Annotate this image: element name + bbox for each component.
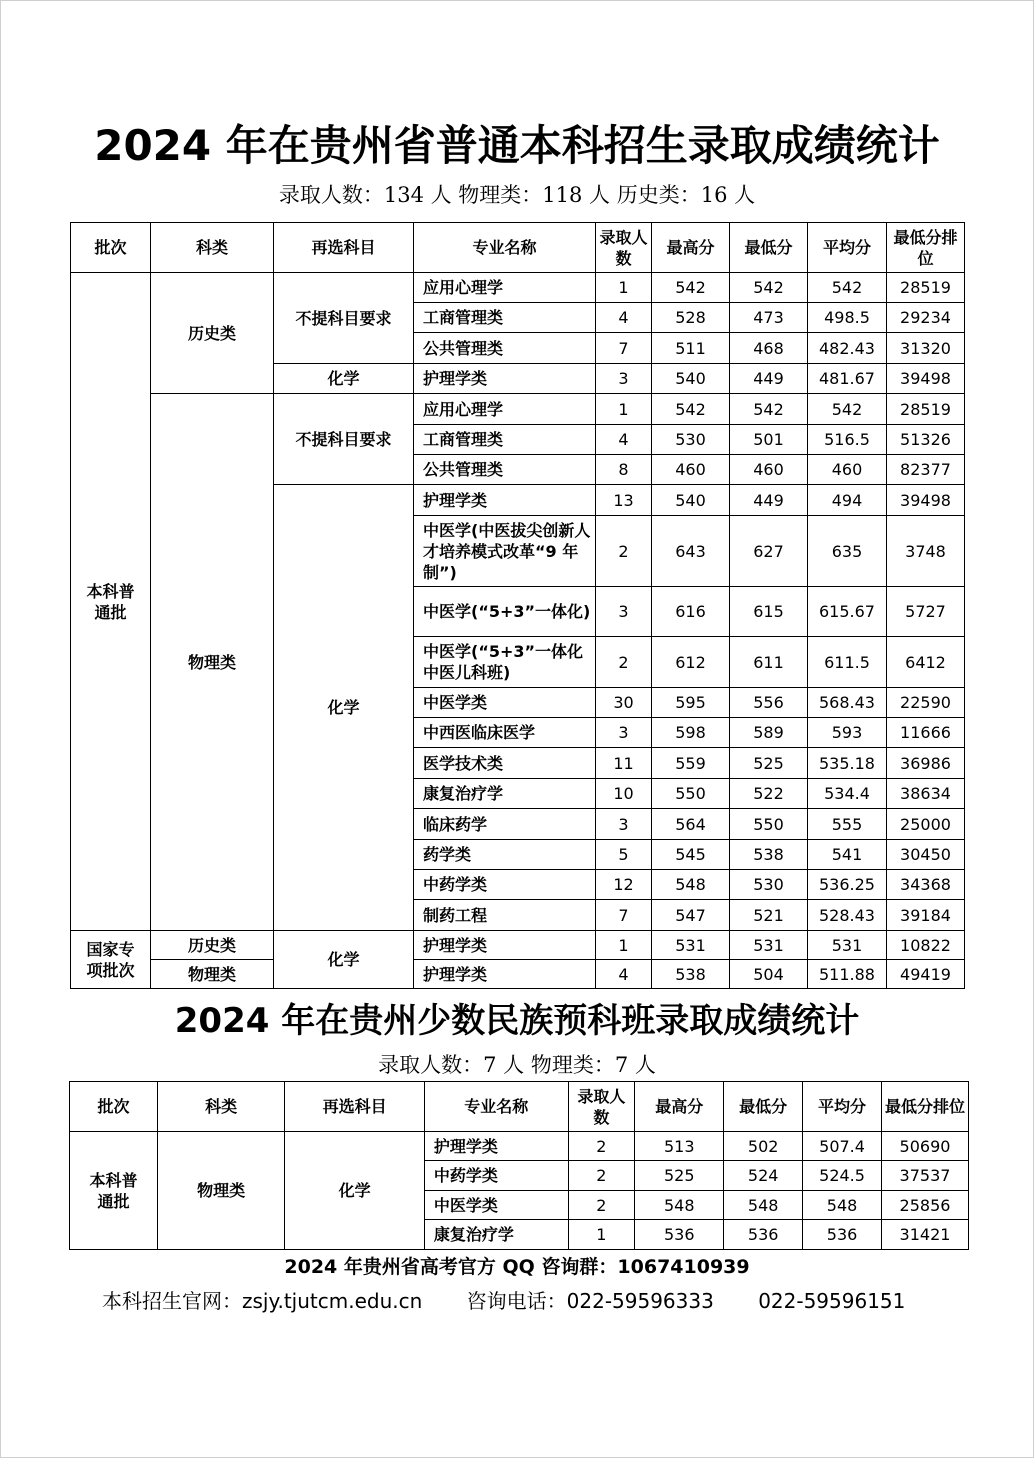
max-cell: 530 <box>652 425 730 455</box>
qq-group-line: 2024 年贵州省高考官方 QQ 咨询群：1067410939 <box>284 1256 750 1278</box>
header-count: 录取人数 <box>568 1082 635 1132</box>
min-cell: 468 <box>730 333 808 364</box>
avg-cell: 542 <box>808 394 887 425</box>
rank-cell: 31421 <box>881 1220 968 1250</box>
header-rank: 最低分排位 <box>887 223 965 273</box>
count-cell: 3 <box>596 718 652 748</box>
max-cell: 612 <box>652 637 730 688</box>
min-cell: 449 <box>730 364 808 394</box>
header-batch: 批次 <box>70 1082 158 1132</box>
min-cell: 536 <box>724 1220 803 1250</box>
min-cell: 627 <box>730 516 808 587</box>
major-cell: 中药学类 <box>424 1161 568 1191</box>
rank-cell: 25000 <box>887 809 965 840</box>
avg-cell: 535.18 <box>808 748 887 779</box>
min-cell: 538 <box>730 840 808 870</box>
header-max: 最高分 <box>652 223 730 273</box>
min-cell: 589 <box>730 718 808 748</box>
subject-chem-cell: 化学 <box>274 364 414 394</box>
min-cell: 550 <box>730 809 808 840</box>
subject-no-req-cell: 不提科目要求 <box>274 273 414 364</box>
max-cell: 525 <box>635 1161 724 1191</box>
major-cell: 中药学类 <box>414 870 596 900</box>
avg-cell: 528.43 <box>808 900 887 931</box>
min-cell: 525 <box>730 748 808 779</box>
rank-cell: 82377 <box>887 455 965 485</box>
avg-cell: 460 <box>808 455 887 485</box>
major-cell: 应用心理学 <box>414 273 596 303</box>
avg-cell: 482.43 <box>808 333 887 364</box>
major-cell: 护理学类 <box>414 931 596 960</box>
major-cell: 护理学类 <box>414 485 596 516</box>
avg-cell: 536.25 <box>808 870 887 900</box>
header-batch: 批次 <box>71 223 151 273</box>
header-min: 最低分 <box>724 1082 803 1132</box>
min-cell: 542 <box>730 394 808 425</box>
header-avg: 平均分 <box>808 223 887 273</box>
major-cell: 中西医临床医学 <box>414 718 596 748</box>
count-cell: 1 <box>596 394 652 425</box>
category-physics-cell: 物理类 <box>151 960 274 989</box>
max-cell: 536 <box>635 1220 724 1250</box>
major-cell: 工商管理类 <box>414 425 596 455</box>
max-cell: 542 <box>652 394 730 425</box>
min-cell: 449 <box>730 485 808 516</box>
subject-cell: 化学 <box>285 1132 425 1250</box>
min-cell: 460 <box>730 455 808 485</box>
admission-table-main <box>70 222 965 989</box>
table-row <box>71 394 965 425</box>
major-cell: 医学技术类 <box>414 748 596 779</box>
contact-line <box>102 1285 943 1314</box>
count-cell: 5 <box>596 840 652 870</box>
avg-cell: 611.5 <box>808 637 887 688</box>
min-cell: 521 <box>730 900 808 931</box>
count-cell: 4 <box>596 425 652 455</box>
count-cell: 3 <box>596 364 652 394</box>
phone-number-2: 022-59596151 <box>758 1289 906 1313</box>
phone-number: 咨询电话：022-59596333 <box>466 1289 714 1313</box>
avg-cell: 531 <box>808 931 887 960</box>
header-major: 专业名称 <box>424 1082 568 1132</box>
max-cell: 548 <box>652 870 730 900</box>
min-cell: 548 <box>724 1191 803 1220</box>
header-subject: 再选科目 <box>285 1082 425 1132</box>
website-link[interactable]: 本科招生官网：zsjy.tjutcm.edu.cn <box>102 1289 423 1313</box>
rank-cell: 28519 <box>887 273 965 303</box>
batch-cell: 本科普通批 <box>70 1132 158 1250</box>
table-header-row <box>70 1082 969 1132</box>
avg-cell: 635 <box>808 516 887 587</box>
major-cell: 应用心理学 <box>414 394 596 425</box>
major-cell: 护理学类 <box>414 364 596 394</box>
rank-cell: 36986 <box>887 748 965 779</box>
major-cell: 中医学类 <box>424 1191 568 1220</box>
major-cell: 中医学(“5+3”一体化中医儿科班) <box>414 637 596 688</box>
count-cell: 10 <box>596 779 652 809</box>
rank-cell: 6412 <box>887 637 965 688</box>
max-cell: 595 <box>652 688 730 718</box>
major-cell: 康复治疗学 <box>424 1220 568 1250</box>
min-cell: 501 <box>730 425 808 455</box>
count-cell: 7 <box>596 900 652 931</box>
header-count: 录取人数 <box>596 223 652 273</box>
rank-cell: 31320 <box>887 333 965 364</box>
count-cell: 1 <box>596 931 652 960</box>
avg-cell: 516.5 <box>808 425 887 455</box>
subject-chem-cell: 化学 <box>274 931 414 989</box>
avg-cell: 481.67 <box>808 364 887 394</box>
rank-cell: 49419 <box>887 960 965 989</box>
max-cell: 643 <box>652 516 730 587</box>
count-cell: 12 <box>596 870 652 900</box>
min-cell: 615 <box>730 587 808 637</box>
max-cell: 540 <box>652 485 730 516</box>
avg-cell: 568.43 <box>808 688 887 718</box>
min-cell: 524 <box>724 1161 803 1191</box>
count-cell: 3 <box>596 809 652 840</box>
min-cell: 556 <box>730 688 808 718</box>
avg-cell: 548 <box>803 1191 882 1220</box>
major-cell: 公共管理类 <box>414 455 596 485</box>
avg-cell: 615.67 <box>808 587 887 637</box>
avg-cell: 555 <box>808 809 887 840</box>
max-cell: 540 <box>652 364 730 394</box>
avg-cell: 494 <box>808 485 887 516</box>
max-cell: 511 <box>652 333 730 364</box>
avg-cell: 498.5 <box>808 303 887 333</box>
major-cell: 制药工程 <box>414 900 596 931</box>
admission-table-preparatory <box>69 1081 969 1250</box>
table-row <box>71 273 965 303</box>
batch-main-cell: 本科普通批 <box>71 273 151 931</box>
count-cell: 4 <box>596 960 652 989</box>
rank-cell: 39184 <box>887 900 965 931</box>
header-category: 科类 <box>151 223 274 273</box>
min-cell: 502 <box>724 1132 803 1161</box>
category-physics-cell: 物理类 <box>151 394 274 931</box>
table-row <box>71 931 965 960</box>
max-cell: 538 <box>652 960 730 989</box>
header-category: 科类 <box>157 1082 284 1132</box>
avg-cell: 541 <box>808 840 887 870</box>
count-cell: 30 <box>596 688 652 718</box>
major-cell: 中医学(“5+3”一体化) <box>414 587 596 637</box>
header-avg: 平均分 <box>803 1082 882 1132</box>
category-history-cell: 历史类 <box>151 931 274 960</box>
rank-cell: 10822 <box>887 931 965 960</box>
max-cell: 513 <box>635 1132 724 1161</box>
max-cell: 564 <box>652 809 730 840</box>
min-cell: 530 <box>730 870 808 900</box>
rank-cell: 30450 <box>887 840 965 870</box>
subject-no-req-cell: 不提科目要求 <box>274 394 414 485</box>
table-row <box>70 1132 969 1161</box>
count-cell: 2 <box>596 516 652 587</box>
rank-cell: 39498 <box>887 364 965 394</box>
header-rank: 最低分排位 <box>881 1082 968 1132</box>
max-cell: 598 <box>652 718 730 748</box>
avg-cell: 542 <box>808 273 887 303</box>
major-cell: 护理学类 <box>414 960 596 989</box>
max-cell: 531 <box>652 931 730 960</box>
table-row <box>71 960 965 989</box>
batch-special-cell: 国家专项批次 <box>71 931 151 989</box>
rank-cell: 11666 <box>887 718 965 748</box>
count-cell: 1 <box>596 273 652 303</box>
rank-cell: 28519 <box>887 394 965 425</box>
count-cell: 2 <box>568 1161 635 1191</box>
major-cell: 公共管理类 <box>414 333 596 364</box>
header-major: 专业名称 <box>414 223 596 273</box>
category-cell: 物理类 <box>157 1132 284 1250</box>
count-cell: 2 <box>568 1132 635 1161</box>
avg-cell: 511.88 <box>808 960 887 989</box>
major-cell: 护理学类 <box>424 1132 568 1161</box>
max-cell: 550 <box>652 779 730 809</box>
header-max: 最高分 <box>635 1082 724 1132</box>
rank-cell: 50690 <box>881 1132 968 1161</box>
max-cell: 460 <box>652 455 730 485</box>
avg-cell: 534.4 <box>808 779 887 809</box>
min-cell: 473 <box>730 303 808 333</box>
min-cell: 531 <box>730 931 808 960</box>
header-subject: 再选科目 <box>274 223 414 273</box>
section2-title: 2024 年在贵州少数民族预科班录取成绩统计 <box>174 1001 860 1041</box>
major-cell: 工商管理类 <box>414 303 596 333</box>
avg-cell: 593 <box>808 718 887 748</box>
section2-subtitle: 录取人数：7 人 物理类：7 人 <box>378 1053 656 1077</box>
rank-cell: 51326 <box>887 425 965 455</box>
max-cell: 548 <box>635 1191 724 1220</box>
count-cell: 4 <box>596 303 652 333</box>
subject-chem-cell: 化学 <box>274 485 414 931</box>
min-cell: 504 <box>730 960 808 989</box>
max-cell: 542 <box>652 273 730 303</box>
count-cell: 11 <box>596 748 652 779</box>
count-cell: 1 <box>568 1220 635 1250</box>
major-cell: 药学类 <box>414 840 596 870</box>
count-cell: 2 <box>596 637 652 688</box>
rank-cell: 3748 <box>887 516 965 587</box>
avg-cell: 536 <box>803 1220 882 1250</box>
major-cell: 临床药学 <box>414 809 596 840</box>
max-cell: 616 <box>652 587 730 637</box>
section1-subtitle: 录取人数：134 人 物理类：118 人 历史类：16 人 <box>278 183 756 207</box>
section1-title: 2024 年在贵州省普通本科招生录取成绩统计 <box>94 121 940 170</box>
max-cell: 545 <box>652 840 730 870</box>
count-cell: 3 <box>596 587 652 637</box>
avg-cell: 507.4 <box>803 1132 882 1161</box>
major-cell: 中医学类 <box>414 688 596 718</box>
avg-cell: 524.5 <box>803 1161 882 1191</box>
count-cell: 2 <box>568 1191 635 1220</box>
major-cell: 康复治疗学 <box>414 779 596 809</box>
max-cell: 528 <box>652 303 730 333</box>
rank-cell: 34368 <box>887 870 965 900</box>
rank-cell: 38634 <box>887 779 965 809</box>
count-cell: 13 <box>596 485 652 516</box>
count-cell: 8 <box>596 455 652 485</box>
count-cell: 7 <box>596 333 652 364</box>
min-cell: 522 <box>730 779 808 809</box>
rank-cell: 22590 <box>887 688 965 718</box>
table-header-row <box>71 223 965 273</box>
major-cell: 中医学(中医拔尖创新人才培养模式改革“9 年制”) <box>414 516 596 587</box>
rank-cell: 39498 <box>887 485 965 516</box>
rank-cell: 5727 <box>887 587 965 637</box>
category-history-cell: 历史类 <box>151 273 274 394</box>
max-cell: 547 <box>652 900 730 931</box>
max-cell: 559 <box>652 748 730 779</box>
rank-cell: 37537 <box>881 1161 968 1191</box>
min-cell: 611 <box>730 637 808 688</box>
header-min: 最低分 <box>730 223 808 273</box>
rank-cell: 29234 <box>887 303 965 333</box>
rank-cell: 25856 <box>881 1191 968 1220</box>
min-cell: 542 <box>730 273 808 303</box>
